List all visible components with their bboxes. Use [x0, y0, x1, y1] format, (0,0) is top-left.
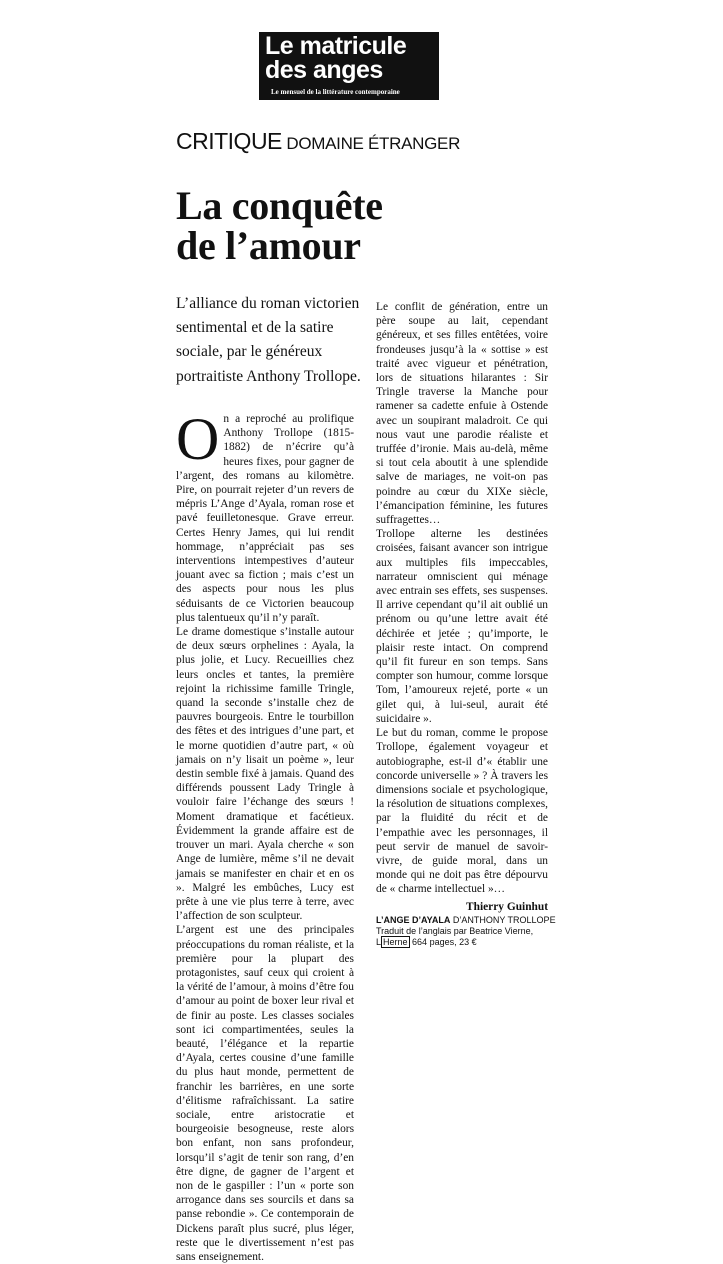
masthead-logo [259, 32, 439, 100]
publisher-name: Herne [383, 937, 408, 947]
book-details: 664 pages, 23 € [412, 937, 477, 947]
headline-line2: de l’amour [176, 223, 361, 268]
article-column-2 [376, 300, 548, 915]
book-credits: L’ANGE D’AYALA D’ANTHONY TROLLOPE Traduit de l’anglais par Beatrice Vierne, L Herne 664 pages, 23 € [376, 915, 556, 947]
masthead-tagline: Le mensuel de la littérature contemporaine [271, 88, 400, 96]
paragraph-5: Trollope alterne les destinées croisées, faisant avancer son intrigue aux multiples fils impeccables, narrateur omniscient qui ménage avec entrain ses effets, ses suspenses. Il arrive cependant qu’il ait oublié un prénom ou qu’une lettre avait été déchirée et jetée ; qu’importe, le plaisir reste intact. On comprend qu’il fit fureur en son temps. Sans compter son humour, comme lorsque Tom, l’amoureux rejeté, porte « un gilet qui, à lui-seul, aurait été suicidaire ». [376, 528, 548, 725]
headline-line1: La conquête [176, 183, 383, 228]
translation-note: Traduit de l’anglais par Beatrice Vierne, [376, 926, 534, 936]
article-standfirst: L’alliance du roman victorien sentimental et de la satire sociale, par le généreux portraitiste Anthony Trollope. [176, 295, 361, 385]
book-author: D’ANTHONY TROLLOPE [452, 915, 556, 925]
article-headline [176, 183, 383, 268]
paragraph-1: On a reproché au prolifique Anthony Trollope (1815-1882) de n’écrire qu’à heures fixes, pour gagner de l’argent, des romans au kilomètre. Pire, on pourrait rejeter d’un revers de mépris L’Ange d’Ayala, roman rose et pavé feuilletonesque. Grave erreur. Certes Henry James, qui lui rendit hommage, n’appréciait pas ses interventions intempestives d’auteur jouant avec sa fiction ; mais c’est un des aspects pour nous les plus séduisants de ce Victorien beaucoup plus talentueux qu’il n’y paraît. [176, 406, 354, 624]
paragraph-2: Le drame domestique s’installe autour de deux sœurs orphelines : Ayala, la plus jolie, et Lucy. Recueillies chez leurs oncles et tantes, la première rejoint la richissime famille Tringle, quand la seconde s’installe chez de pauvres bourgeois. Entre le tourbillon des fêtes et des intrigues d’une part, et le morne quotidien d’autre part, « où jamais on n’y lisait un poème », leur destin semble fixé à jamais. Quand des différends poussent Lady Tringle à vouloir faire l’échange des sœurs ! Moment dramatique et facétieux. Évidemment la grande affaire est de trouver un mari. Ayala cherche « son Ange de lumière, même s’il ne devait jamais se manifester en chair et en os ». Malgré les embûches, Lucy est prête à une vie plus terre à terre, avec l’affection de son sculpteur. [176, 626, 354, 923]
book-title: L’ANGE D’AYALA [376, 915, 451, 925]
paragraph-3: L’argent est une des principales préoccupations du roman réaliste, et la première pour la plupart des protagonistes, sauf ceux qui croient à la vérité de l’amour, à moins d’être fou d’amour au point de boxer leur rival et de finir au poste. Les classes sociales sont ici compartimentées, seules la beauté, l’élégance et la repartie d’Ayala, certes cousine d’une famille du plus haut monde, permettent de franchir les barrières, en une sorte d’élitisme rafraîchissant. La satire sociale, entre aristocratie et bourgeoisie besogneuse, reste alors bon enfant, non sans profondeur, lorsqu’il s’agit de tenir son rang, d’en être digne, de gagner de l’argent et non de le gaspiller : l’un « porte son arrogance dans ses sourcils et dans sa panse rebondie ». Ce contemporain de Dickens paraît plus sucré, plus léger, reste que le divertissement n’est pas sans enseignement. [176, 924, 354, 1263]
masthead-line2: des anges [265, 56, 383, 84]
subsection-name: DOMAINE ÉTRANGER [286, 134, 461, 153]
paragraph-6: Le but du roman, comme le propose Trollope, également voyageur et autobiographe, est-il d’« établir une concorde universelle » ? À travers les dimensions sociale et psychologique, la résolution de situations complexes, par la fluidité du récit et de l’empathie avec les personnages, il peut servir de manuel de savoir-vivre, de guide moral, dans un monde qui ne doit pas être dépourvu de « charme intellectuel »… [376, 727, 548, 896]
article-column-1 [176, 406, 354, 1264]
section-rubric [176, 128, 460, 155]
drop-cap: O [176, 406, 220, 472]
author-signature: Thierry Guinhut [466, 900, 548, 913]
paragraph-4: Le conflit de génération, entre un père soupe au lait, cependant généreux, et ses filles entêtées, voire frondeuses jusqu’à la « sottise » est traité avec vigueur et pénétration, lors de situations hilarantes : Sir Tringle traverse la Manche pour ramener sa cadette enfuie à Ostende avec un soupirant maladroit. Ce qui nous vaut une parodie réaliste et truffée d’ironie. Mais au-delà, même si tout cela aboutit à une splendide salve de mariages, ne voit-on pas poindre au cœur du XIXe siècle, l’émancipation féminine, les futures suffragettes… [376, 301, 548, 527]
section-name: CRITIQUE [176, 128, 282, 154]
masthead-line1: Le matricule [265, 32, 407, 60]
